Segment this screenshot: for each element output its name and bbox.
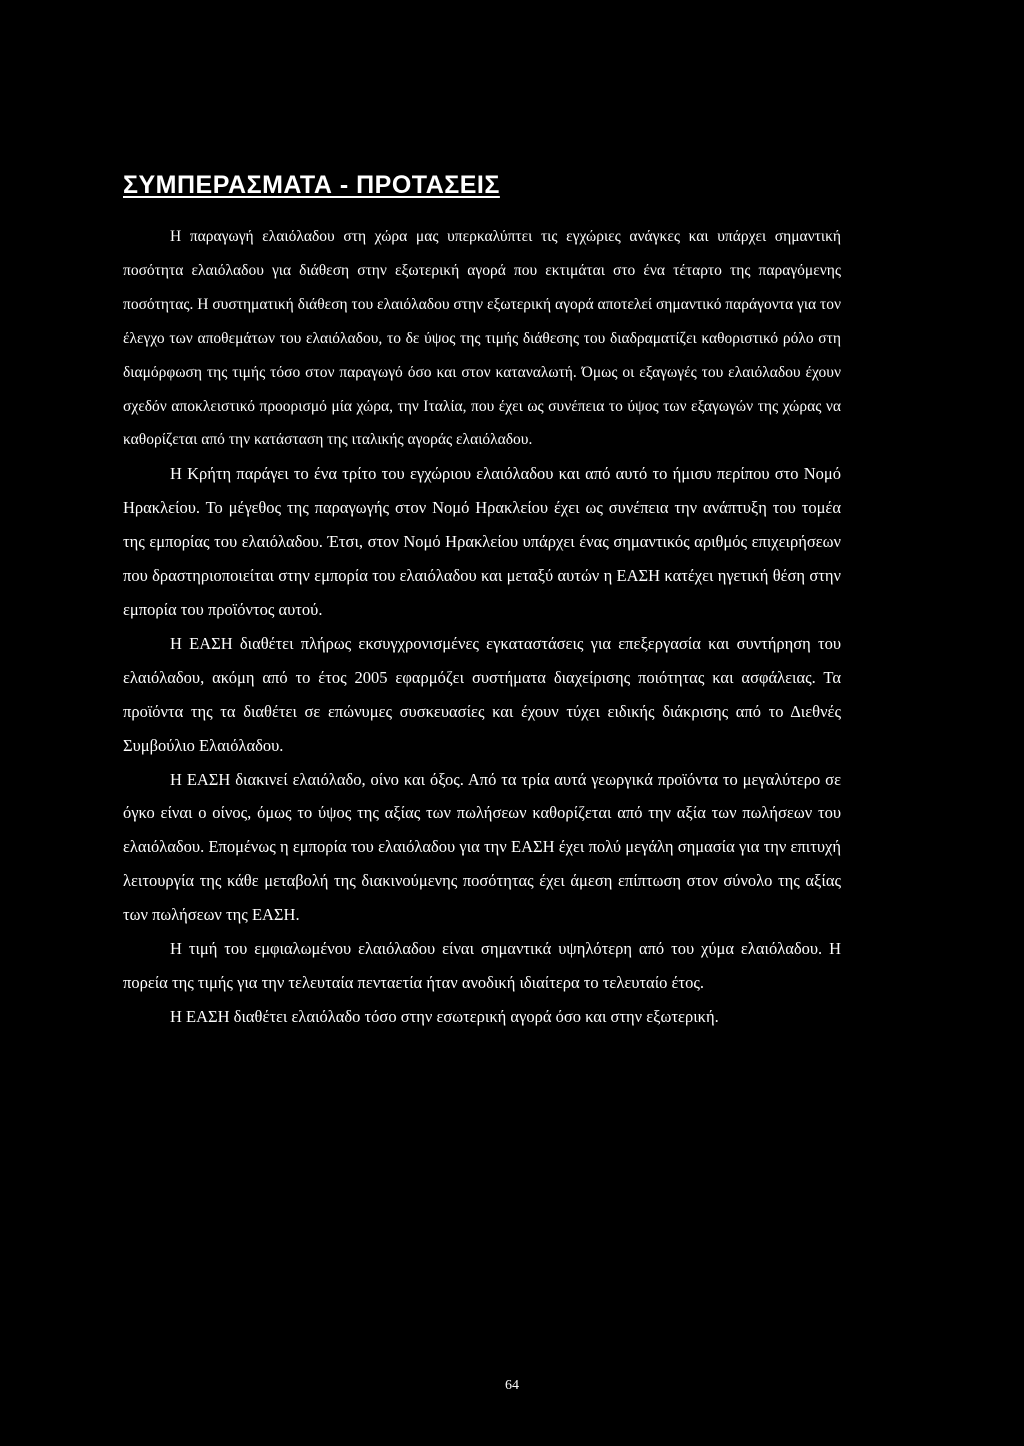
paragraph-6: Η ΕΑΣΗ διαθέτει ελαιόλαδο τόσο στην εσωτερική αγορά όσο και στην εξωτερική. xyxy=(170,1006,719,1026)
page-number: 64 xyxy=(505,1378,519,1393)
paragraph-3: Η ΕΑΣΗ διαθέτει πλήρως εκσυγχρονισμένες εγκαταστάσεις για επεξεργασία και συντήρηση του ελαιόλαδου, ακόμη από το έτος 2005 εφαρμόζει συστήματα διαχείρισης ποιότητας και ασφάλειας. Τα προϊόντα της τα διαθέτει σε επώνυμες συσκευασίες και έχουν τύχει ειδικής διάκρισης από το Διεθνές Συμβούλιο Ελαιόλαδου. xyxy=(123,633,841,755)
page-title: ΣΥΜΠΕΡΑΣΜΑΤΑ - ΠΡΟΤΑΣΕΙΣ xyxy=(123,171,500,199)
paragraph-2: Η Κρήτη παράγει το ένα τρίτο του εγχώριου ελαιόλαδου και από αυτό το ήμισυ περίπου στο Νομό Ηρακλείου. Το μέγεθος της παραγωγής στον Νομό Ηρακλείου έχει ως συνέπεια την ανάπτυξη του τομέα της εμπορίας του ελαιόλαδου. Έτσι, στον Νομό Ηρακλείου υπάρχει ένας σημαντικός αριθμός επιχειρήσεων που δραστηριοποιείται στην εμπορία του ελαιόλαδου και μεταξύ αυτών η ΕΑΣΗ κατέχει ηγετική θέση στην εμπορία του προϊόντος αυτού. xyxy=(123,464,841,619)
paragraph-4: Η ΕΑΣΗ διακινεί ελαιόλαδο, οίνο και όξος. Από τα τρία αυτά γεωργικά προϊόντα το μεγαλύτερο σε όγκο είναι ο οίνος, όμως το ύψος της αξίας των πωλήσεων καθορίζεται από την αξία των πωλήσεων του ελαιόλαδου. Επομένως η εμπορία του ελαιόλαδου για την ΕΑΣΗ έχει πολύ μεγάλη σημασία για την επιτυχή λειτουργία της κάθε μεταβολή της διακινούμενης ποσότητας έχει άμεση επίπτωση στον σύνολο της αξίας των πωλήσεων της ΕΑΣΗ. xyxy=(123,769,841,925)
paragraph-1: Η παραγωγή ελαιόλαδου στη χώρα μας υπερκαλύπτει τις εγχώριες ανάγκες και υπάρχει σημαντική ποσότητα ελαιόλαδου για διάθεση στην εξωτερική αγορά που εκτιμάται στο ένα τέταρτο της παραγόμενης ποσότητας. Η συστηματική διάθεση του ελαιόλαδου στην εξωτερική αγορά αποτελεί σημαντικό παράγοντα για τον έλεγχο των αποθεμάτων του ελαιόλαδου, το δε ύψος της τιμής διάθεσης του διαδραματίζει καθοριστικό ρόλο στη διαμόρφωση της τιμής τόσο στον παραγωγό όσο και στον καταναλωτή. Όμως οι εξαγωγές του ελαιόλαδου έχουν σχεδόν αποκλειστικό προορισμό μία χώρα, την Ιταλία, που έχει ως συνέπεια το ύψος των εξαγωγών της χώρας να καθορίζεται από την κατάσταση της ιταλικής αγοράς ελαιόλαδου. xyxy=(123,228,841,449)
document-page xyxy=(123,170,841,1034)
paragraph-5: Η τιμή του εμφιαλωμένου ελαιόλαδου είναι σημαντικά υψηλότερη από του χύμα ελαιόλαδου. Η πορεία της τιμής για την τελευταία πενταετία ήταν ανοδική ιδιαίτερα το τελευταίο έτος. xyxy=(123,939,841,992)
